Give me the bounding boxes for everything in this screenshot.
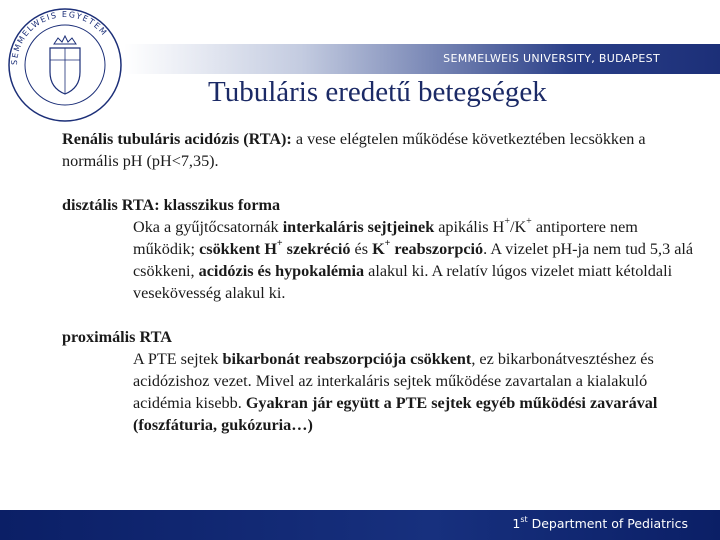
- dept-num: 1: [512, 516, 521, 531]
- distal-paragraph: [62, 216, 702, 304]
- distal-sup2: +: [526, 215, 532, 227]
- prox-b1: bikarbonát reabszorpciója csökkent: [222, 350, 472, 368]
- distal-b2b: szekréció: [282, 240, 351, 258]
- seal-text: SEMMELWEIS EGYETEM: [9, 9, 110, 66]
- distal-b3a: K: [372, 240, 385, 258]
- distal-b1: interkaláris sejtjeinek: [282, 218, 435, 236]
- proximal-heading: [62, 326, 702, 348]
- footer-band: [0, 510, 720, 540]
- prox-b2: Gyakran jár együtt a PTE sejtek egyéb működési zavarával (foszfáturia, gukózuria…): [133, 394, 658, 434]
- department-name: [512, 516, 688, 531]
- distal-heading-text: disztális RTA: klasszikus forma: [62, 196, 281, 214]
- slide-title: Tubuláris eredetű betegségek: [208, 76, 547, 108]
- paragraph-rta-definition: [62, 128, 702, 172]
- prox-t1: A PTE sejtek: [133, 350, 223, 368]
- university-name: SEMMELWEIS UNIVERSITY, BUDAPEST: [443, 52, 660, 65]
- distal-sup3: +: [276, 237, 283, 249]
- distal-sup1: +: [504, 215, 510, 227]
- distal-b4: acidózis és hypokalémia: [198, 262, 365, 280]
- distal-t6: . A vizelet pH-ja nem tud 5,3 alá csökkeni,: [133, 240, 694, 280]
- proximal-heading-text: proximális RTA: [62, 328, 172, 346]
- distal-heading: [62, 194, 702, 216]
- university-seal-logo: [6, 6, 124, 124]
- distal-t1: Oka a gyűjtőcsatornák: [133, 218, 283, 236]
- distal-t5: és: [350, 240, 373, 258]
- dept-rest: Department of Pediatrics: [527, 516, 688, 531]
- slide-content: [62, 128, 702, 436]
- prox-t2: , ez bikarbonátvesztéshez és acidózishoz vezet. Mivel az interkaláris sejtek működése zavartalan a kialakuló acidémia kisebb.: [133, 350, 654, 412]
- distal-t7: alakul ki. A relatív lúgos vizelet miatt kétoldali vesekövesség alakul ki.: [133, 262, 673, 302]
- proximal-paragraph: [62, 348, 702, 436]
- header-band: [124, 44, 720, 74]
- dept-sup: st: [520, 514, 528, 524]
- rta-definition-text: a vese elégtelen működése következtében lecsökken a normális pH (pH<7,35).: [62, 130, 646, 170]
- rta-term: Renális tubuláris acidózis (RTA):: [62, 130, 292, 148]
- distal-b2a: csökkent H: [199, 240, 277, 258]
- distal-b3b: reabszorpció: [390, 240, 484, 258]
- distal-t4: antiportere nem működik;: [133, 218, 638, 258]
- distal-t3: /K: [509, 218, 527, 236]
- distal-t2: apikális H: [434, 218, 505, 236]
- distal-sup4: +: [384, 237, 391, 249]
